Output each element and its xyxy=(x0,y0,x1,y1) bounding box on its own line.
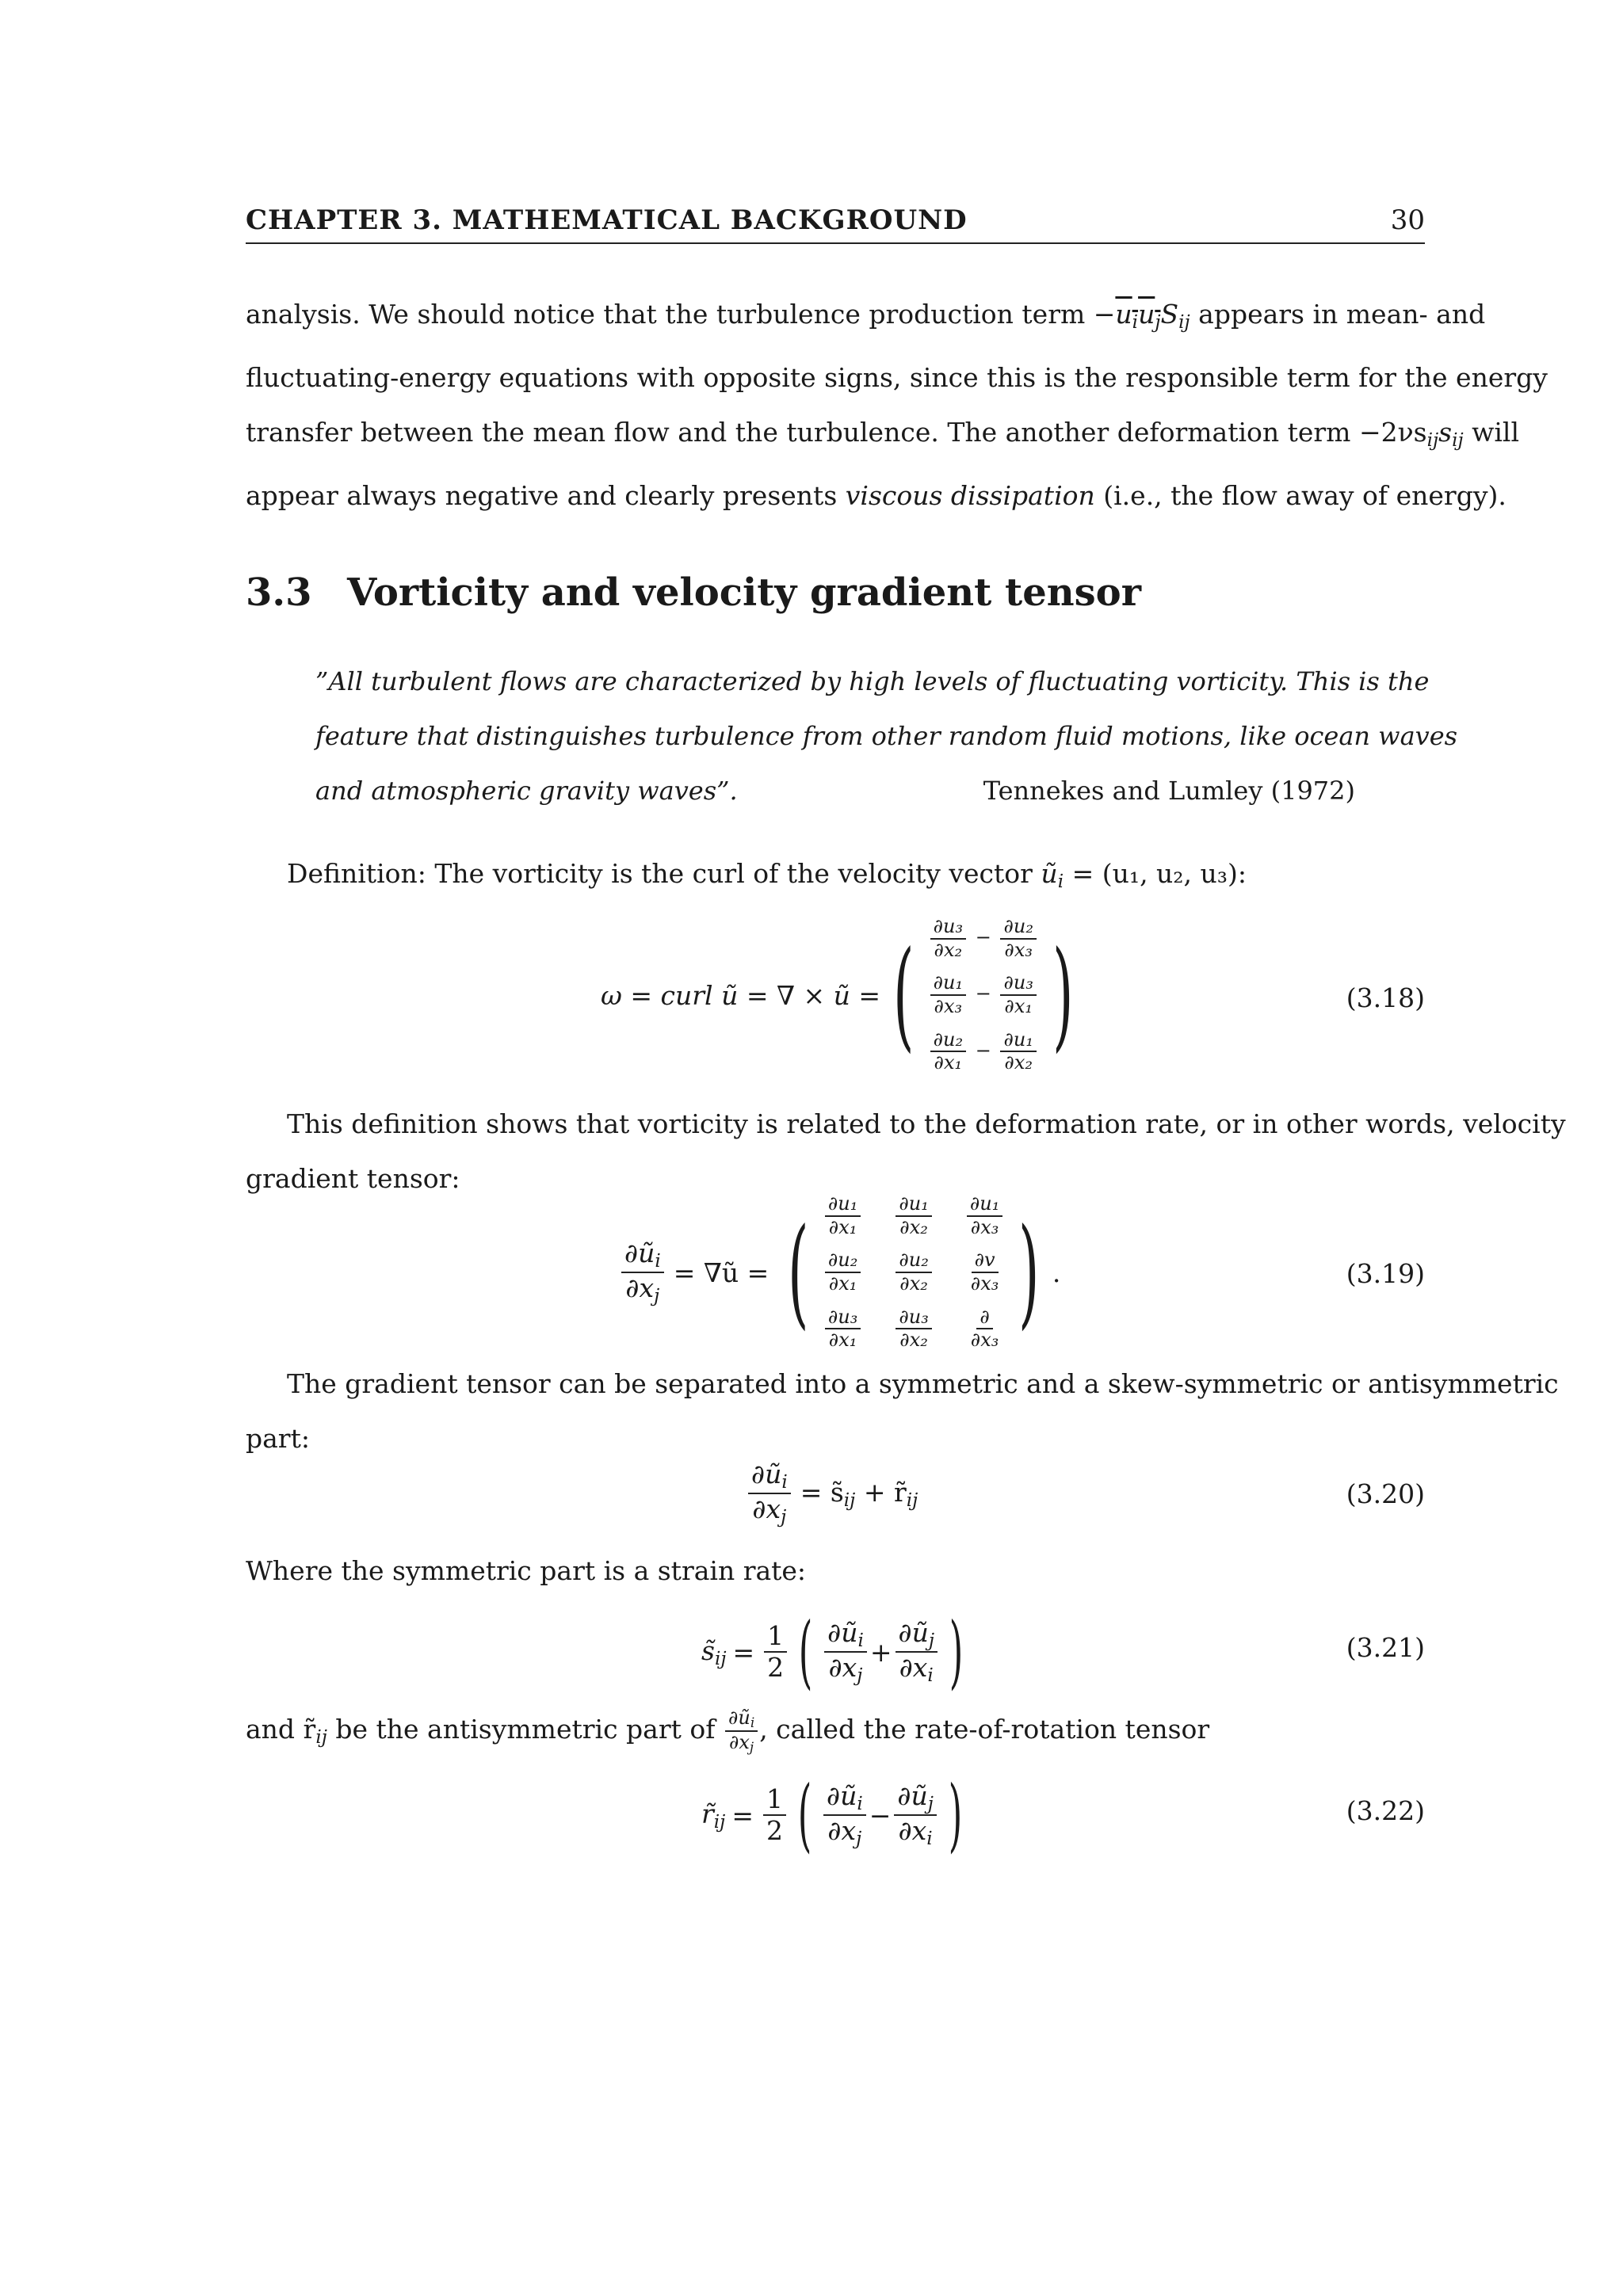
quote-attribution: Tennekes and Lumley (1972) xyxy=(983,776,1355,806)
intro-line-3: transfer between the mean flow and the turbulence. The another deformation term $-2\nu s_{ij}s_{ij}$ will xyxy=(246,416,1520,451)
equation-3-20: $\frac{\partial ũ_i}{\partial x_j}$ = $s̃_{ij}$ + $r̃_{ij}$ xyxy=(745,1454,918,1533)
section-number: 3.3 xyxy=(246,570,312,615)
intro-line-2: fluctuating-energy equations with opposite signs, since this is the responsible term for the energy xyxy=(246,361,1548,393)
equation-3-22: $r̃_{ij}$ = $\frac{1}{2}$ ( $\frac{\partial ũ_i}{\partial x_j}$ − $\frac{\partial ũ_j}{\partial x_i}$ ) xyxy=(701,1768,963,1861)
quote-line-3: and atmospheric gravity waves”. Tennekes and Lumley (1972) xyxy=(315,764,1355,818)
page-number: 30 xyxy=(1390,204,1425,236)
chapter-title: CHAPTER 3. MATHEMATICAL BACKGROUND xyxy=(246,204,968,236)
running-header xyxy=(246,204,1425,244)
equation-3-18: ω = curl ũ = ∇ × ũ = ( $\frac{\text{∂u₃}}{\text{∂x₂}}$ − $\frac{\text{∂u₂}}{\text{∂x₃}}$ $\frac{\text{∂u₁}}{\text{∂x₃}}$ − $\frac{\text{∂u₃}}{\text{∂x₁}}$ $\frac{\text{∂u₂}}{\text{∂x₁}}$ − $\frac{\text{∂u₁}}{\text{∂x₂}}$ ) xyxy=(601,915,1074,1074)
section-title: Vorticity and velocity gradient tensor xyxy=(347,570,1141,615)
section-heading xyxy=(246,570,1141,615)
separation-text: The gradient tensor can be separated into a symmetric and a skew-symmetric or antisymmetric part: xyxy=(246,1368,1559,1454)
quote-line-2: feature that distinguishes turbulence from other random fluid motions, like ocean waves xyxy=(315,721,1458,751)
epigraph-quote xyxy=(315,654,1458,818)
antisymmetric-part-text: and $r̃_{ij}$ be the antisymmetric part of $\frac{\partial ũ_i}{\partial x_j}$ , called the rate-of-rotation tensor xyxy=(246,1706,1210,1756)
equation-number-3-18: (3.18) xyxy=(1346,982,1425,1013)
equation-number-3-22: (3.22) xyxy=(1346,1795,1425,1826)
equation-3-21: $s̃_{ij}$ = $\frac{1}{2}$ ( $\frac{\partial ũ_i}{\partial x_j}$ + $\frac{\partial ũ_j}{\partial x_i}$ ) xyxy=(701,1605,964,1698)
equation-number-3-20: (3.20) xyxy=(1346,1478,1425,1509)
equation-3-19: $\frac{\partial ũ_i}{\partial x_j}$ = ∇ũ = ( $\frac{\text{∂u₁}}{\text{∂x₁}}$ $\frac{\text{∂u₁}}{\text{∂x₂}}$ $\frac{\text{∂u₁}}{\text{∂x₃}}$ $\frac{\text{∂u₂}}{\text{∂x₁}}$ $\frac{\text{∂u₂}}{\text{∂x₂}}$ $\frac{\partial v}{\text{∂x₃}}$ $\frac{\text{∂u₃}}{\text{∂x₁}}$ $\frac{\text{∂u₃}}{\text{∂x₂}}$ $\frac{\partial}{\text{∂x₃}}$ ) . xyxy=(618,1184,1060,1360)
equation-number-3-19: (3.19) xyxy=(1346,1258,1425,1289)
definition-text: Definition: The vorticity is the curl of the velocity vector $ũ_i = (u_1$, u₂, u₃): xyxy=(287,858,1247,892)
equation-number-3-21: (3.21) xyxy=(1346,1632,1425,1663)
intro-line-4: appear always negative and clearly presents viscous dissipation (i.e., the flow away of energy). xyxy=(246,479,1507,511)
gradient-intro-text: This definition shows that vorticity is related to the deformation rate, or in other words, velocity gradient tensor: xyxy=(246,1108,1566,1194)
symmetric-part-text: Where the symmetric part is a strain rate: xyxy=(246,1555,807,1586)
intro-line-1: analysis. We should notice that the turbulence production term $-u_iu_jS_{ij}$ appears in mean- and xyxy=(246,299,1486,333)
intro-paragraph xyxy=(246,287,1548,523)
quote-line-1: ”All turbulent flows are characterized by high levels of fluctuating vorticity. This is the xyxy=(315,666,1430,696)
